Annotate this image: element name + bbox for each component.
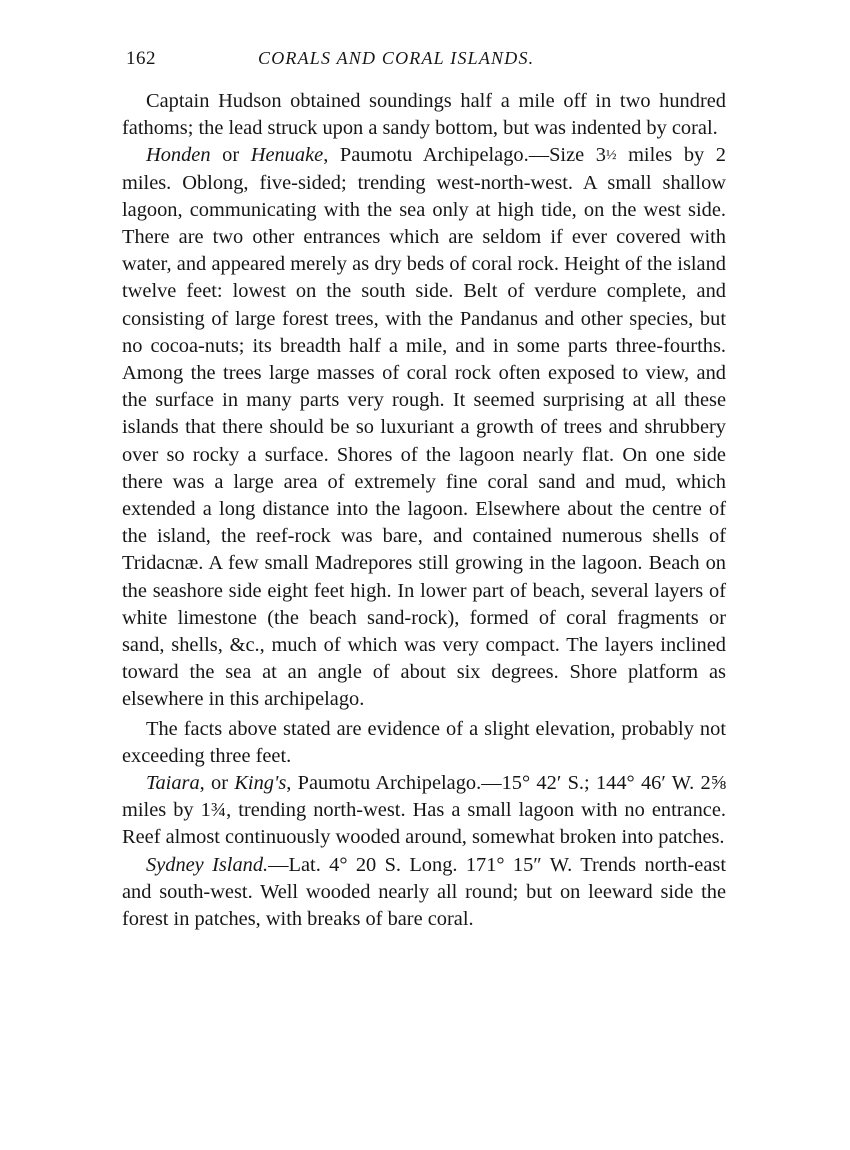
island-name-henuake: Henuake [250,144,324,167]
island-name-sydney: Sydney Island. [146,853,269,876]
paragraph-text: , Paumotu Archipelago.—15° 42′ S.; 144° 46′ W. 2⅝ miles by 1¾, trending north-west. Has a small lagoon with no entrance. Reef almost continuously wooded around, somewhat broken into patches. [122,772,727,849]
paragraph-taiara-island [122,770,726,852]
paragraph-text: The facts above stated are evidence of a slight elevation, probably not exceeding three feet. [122,717,726,767]
body-text [122,88,726,933]
size-fraction: ½ [605,148,617,164]
running-head [122,38,726,78]
conjunction-or: , or [199,772,235,795]
island-name-taiara: Taiara [146,772,200,795]
paragraph-elevation-evidence [122,716,726,770]
paragraph-text: , Paumotu Archipelago.—Size 3 [323,144,606,167]
paragraph-honden-island [122,142,726,713]
paragraph-text: —Lat. 4° 20 S. Long. 171° 15″ W. Trends north-east and south-west. Well wooded nearly all round; but on leeward side the forest in patches, with breaks of bare coral. [122,853,726,931]
paragraph-text: Captain Hudson obtained soundings half a mile off in two hundred fathoms; the lead struck upon a sandy bottom, but was indented by coral. [122,90,726,140]
paragraph-sydney-island [122,852,726,934]
running-title: CORALS AND CORAL ISLANDS. [258,48,535,68]
book-page [122,38,726,1128]
conjunction-or: or [210,144,251,167]
page-number: 162 [126,48,156,69]
paragraph-hudson-soundings [122,88,726,142]
island-name-honden: Honden [146,144,211,167]
paragraph-text: miles by 2 miles. Oblong, five-sided; trending west-north-west. A small shallow lagoon, communicating with the sea only at high tide, on the west side. There are two other entrances which are seldom if ever covered with water, and appeared merely as dry beds of coral rock. Height of the island twelve feet: lowest on the south side. Belt of verdure complete, and consisting of large forest trees, with the Pandanus and other species, but no cocoa-nuts; its breadth half a mile, and in some parts three-fourths. Among the trees large masses of coral rock often exposed to view, and the surface in many parts very rough. It seemed surprising at all these islands that there should be so luxuriant a growth of trees and shrubbery over so rocky a surface. Shores of the lagoon nearly flat. On one side there was a large area of extremely fine coral sand and mud, which extended a long distance into the lagoon. Elsewhere about the centre of the island, the reef-rock was bare, and contained numerous shells of Tridacnæ. A few small Madrepores still growing in the lagoon. Beach on the seashore side eight feet high. In lower part of beach, several layers of white limestone (the beach sand-rock), formed of coral fragments or sand, shells, &c., much of which was very compact. The layers inclined toward the sea at an angle of about six degrees. Shore platform as elsewhere in this archipelago. [122,144,726,711]
island-name-kings: King's [234,772,287,795]
